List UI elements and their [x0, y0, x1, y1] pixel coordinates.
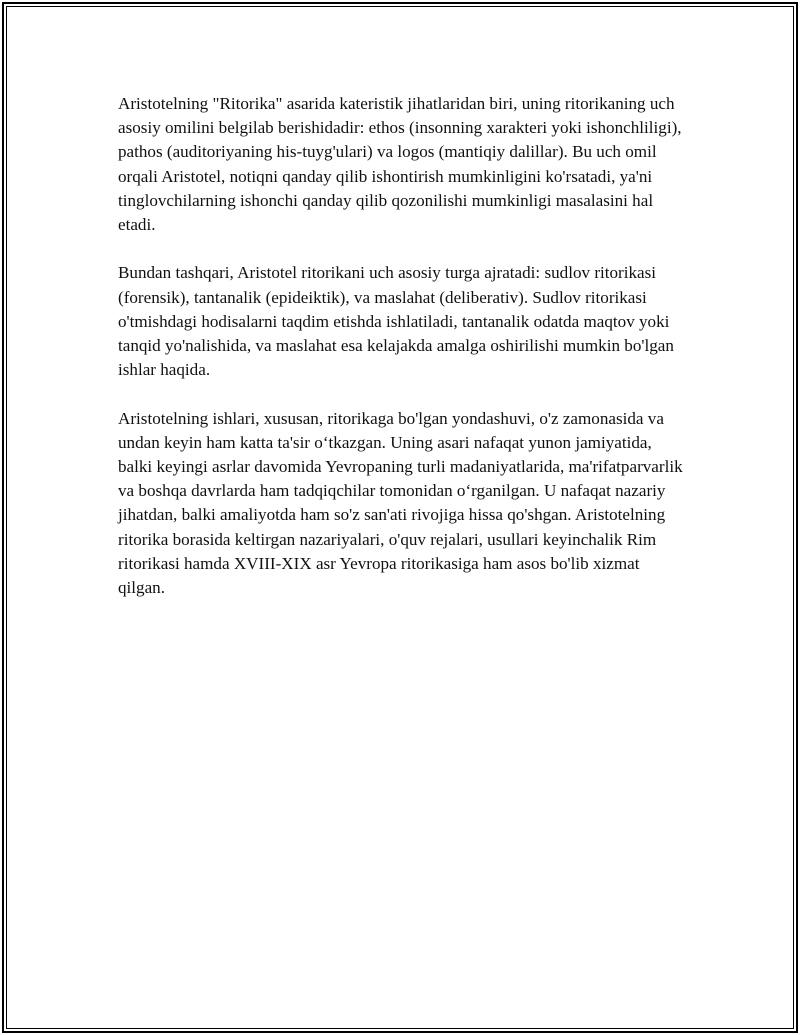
document-body [118, 92, 690, 624]
paragraph-rhetoric-types: Bundan tashqari, Aristotel ritorikani uch asosiy turga ajratadi: sudlov ritorikasi (forensik), tantanalik (epideiktik), va maslahat (deliberativ). Sudlov ritorikasi o'tmishdagi hodisalarni taqdim etishda ishlatiladi, tantanalik odatda maqtov yoki tanqid yo'nalishida, va maslahat esa kelajakda amalga oshirilishi mumkin bo'lgan ishlar haqida. [118, 263, 674, 380]
paragraph-ethos-pathos-logos: Aristotelning "Ritorika" asarida kateristik jihatlaridan biri, uning ritorikaning uch asosiy omilini belgilab berishidadir: ethos (insonning xarakteri yoki ishonchliligi), pathos (auditoriyaning his-tuyg'ulari) va logos (mantiqiy dalillar). Bu uch omil orqali Aristotel, notiqni qanday qilib ishontirish mumkinligini ko'rsatadi, ya'ni tinglovchilarning ishonchi qanday qilib qozonilishi mumkinligi masalasini hal etadi. [118, 94, 682, 235]
paragraph-influence: Aristotelning ishlari, xususan, ritorikaga bo'lgan yondashuvi, o'z zamonasida va undan keyin ham katta ta'sir o‘tkazgan. Uning asari nafaqat yunon jamiyatida, balki keyingi asrlar davomida Yevropaning turli madaniyatlarida, ma'rifatparvarlik va boshqa davrlarda ham tadqiqchilar tomonidan o‘rganilgan. U nafaqat nazariy jihatdan, balki amaliyotda ham so'z san'ati rivojiga hissa qo'shgan. Aristotelning ritorika borasida keltirgan nazariyalari, o'quv rejalari, usullari keyinchalik Rim ritorikasi hamda XVIII-XIX asr Yevropa ritorikasiga ham asos bo'lib xizmat qilgan. [118, 408, 683, 598]
